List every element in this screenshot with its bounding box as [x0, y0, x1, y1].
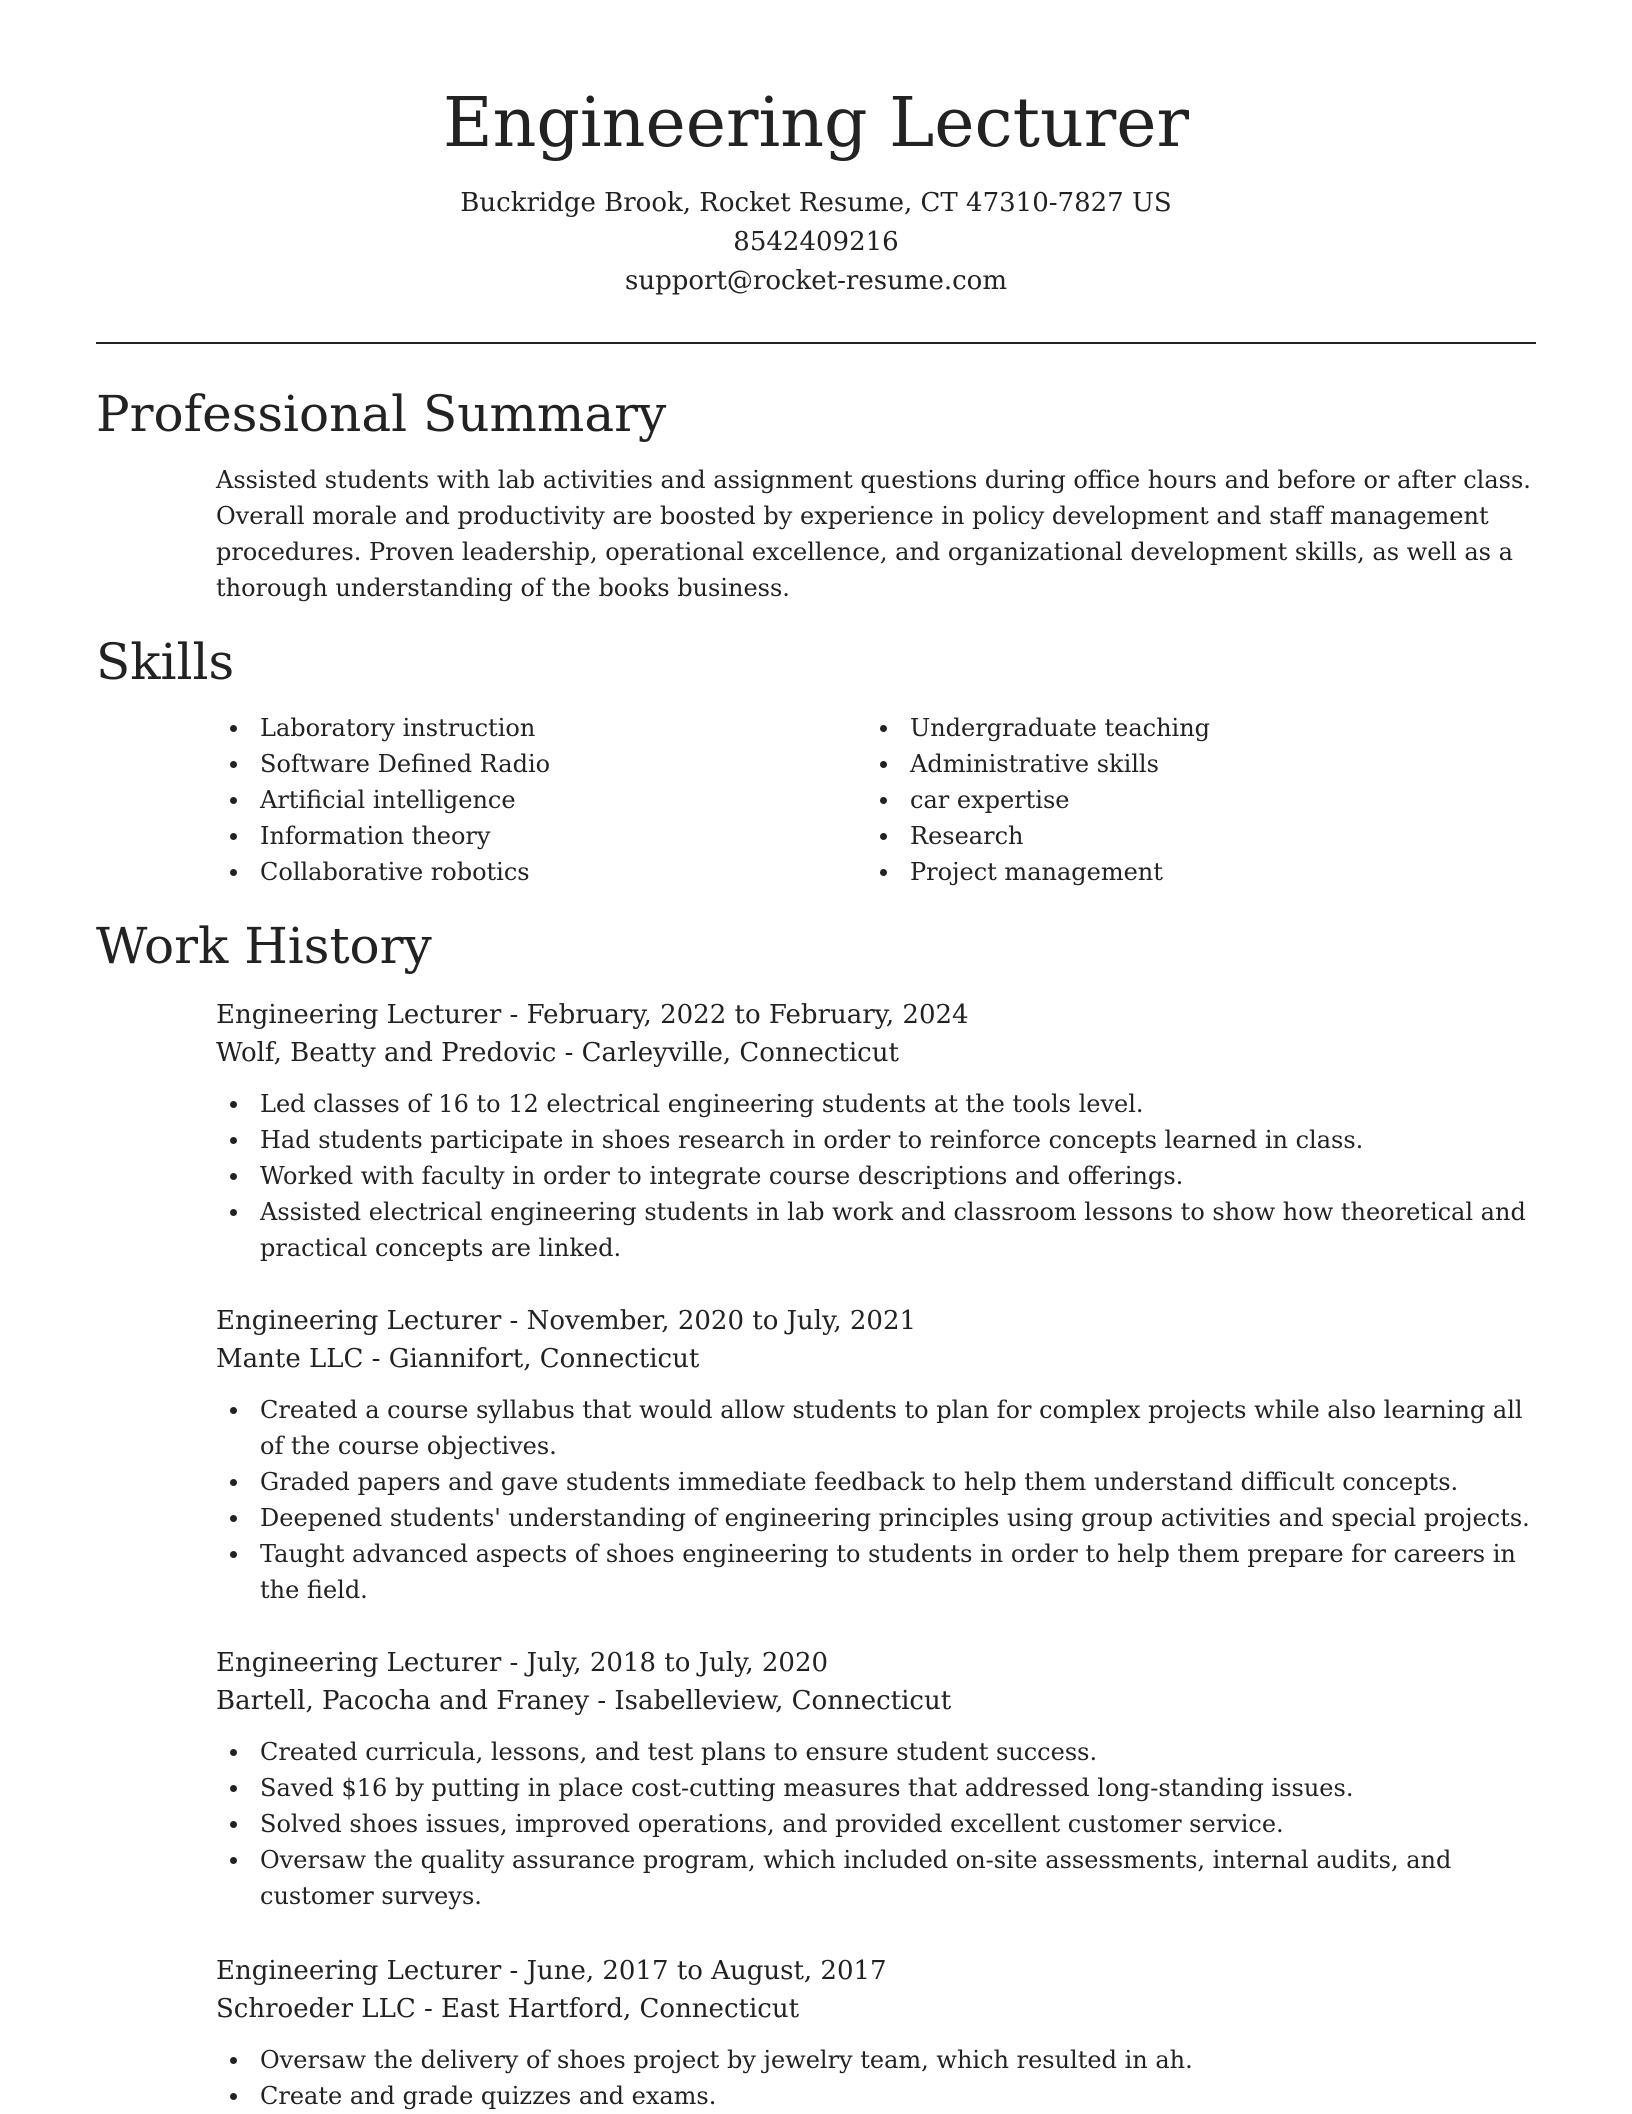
resume-header — [0, 80, 1632, 301]
skill-item: Collaborative robotics — [260, 854, 860, 890]
job-bullet: Worked with faculty in order to integrate course descriptions and offerings. — [260, 1158, 1536, 1194]
job-title-dates: Engineering Lecturer - February, 2022 to February, 2024 — [216, 1000, 969, 1030]
header-divider — [96, 342, 1536, 344]
skill-item: Laboratory instruction — [260, 710, 860, 746]
job-bullet: Led classes of 16 to 12 electrical engineering students at the tools level. — [260, 1086, 1536, 1122]
job-title-dates: Engineering Lecturer - November, 2020 to July, 2021 — [216, 1306, 917, 1336]
skill-item: Information theory — [260, 818, 860, 854]
contact-email: support@rocket-resume.com — [624, 266, 1007, 296]
job-bullet: Assisted electrical engineering students in lab work and classroom lessons to show how theoretical and practical concepts are linked. — [260, 1194, 1536, 1266]
skills-list-right — [866, 710, 1530, 890]
candidate-name: Engineering Lecturer — [442, 84, 1190, 163]
job-bullet: Graded papers and gave students immediate feedback to help them understand difficult concepts. — [260, 1464, 1536, 1500]
job-company-location: Schroeder LLC - East Hartford, Connecticut — [216, 1994, 800, 2024]
job-bullets — [216, 1392, 1536, 1608]
job-bullets — [216, 2042, 1536, 2114]
skill-item: Artificial intelligence — [260, 782, 860, 818]
job-title-dates: Engineering Lecturer - July, 2018 to July, 2020 — [216, 1648, 829, 1678]
skill-item: Software Defined Radio — [260, 746, 860, 782]
job-bullet: Taught advanced aspects of shoes engineering to students in order to help them prepare for careers in the field. — [260, 1536, 1536, 1608]
job-bullet: Deepened students' understanding of engineering principles using group activities and special projects. — [260, 1500, 1536, 1536]
summary-text: Assisted students with lab activities and assignment questions during office hours and before or after class. Overall morale and productivity are boosted by experience in policy development and staff management procedures. Proven leadership, operational excellence, and organizational development skills, as well as a thorough understanding of the books business. — [216, 466, 1531, 602]
contact-address: Buckridge Brook, Rocket Resume, CT 47310-7827 US — [460, 188, 1172, 218]
job-company-location: Mante LLC - Giannifort, Connecticut — [216, 1344, 700, 1374]
job-entry — [216, 1302, 1536, 1608]
skills-heading: Skills — [96, 633, 235, 691]
job-bullet: Oversaw the quality assurance program, which included on-site assessments, internal audits, and customer surveys. — [260, 1842, 1536, 1914]
skill-item: car expertise — [910, 782, 1530, 818]
job-bullet: Create and grade quizzes and exams. — [260, 2078, 1536, 2114]
job-bullets — [216, 1734, 1536, 1914]
skill-item: Administrative skills — [910, 746, 1530, 782]
work-history-heading: Work History — [96, 917, 432, 975]
job-title-dates: Engineering Lecturer - June, 2017 to August, 2017 — [216, 1956, 887, 1986]
job-company-location: Bartell, Pacocha and Franey - Isabelleview, Connecticut — [216, 1686, 952, 1716]
job-company-location: Wolf, Beatty and Predovic - Carleyville, Connecticut — [216, 1038, 899, 1068]
job-bullet: Oversaw the delivery of shoes project by jewelry team, which resulted in ah. — [260, 2042, 1536, 2078]
job-bullets — [216, 1086, 1536, 1266]
skill-item: Project management — [910, 854, 1530, 890]
skills-list-left — [216, 710, 860, 890]
job-bullet: Created a course syllabus that would allow students to plan for complex projects while also learning all of the course objectives. — [260, 1392, 1536, 1464]
skill-item: Research — [910, 818, 1530, 854]
job-bullet: Had students participate in shoes research in order to reinforce concepts learned in class. — [260, 1122, 1536, 1158]
job-entry — [216, 1952, 1536, 2114]
job-bullet: Created curricula, lessons, and test plans to ensure student success. — [260, 1734, 1536, 1770]
job-entry — [216, 996, 1536, 1266]
summary-heading: Professional Summary — [96, 385, 667, 443]
contact-phone: 8542409216 — [733, 227, 899, 257]
job-bullet: Saved $16 by putting in place cost-cutting measures that addressed long-standing issues. — [260, 1770, 1536, 1806]
job-entry — [216, 1644, 1536, 1914]
skill-item: Undergraduate teaching — [910, 710, 1530, 746]
job-bullet: Solved shoes issues, improved operations, and provided excellent customer service. — [260, 1806, 1536, 1842]
